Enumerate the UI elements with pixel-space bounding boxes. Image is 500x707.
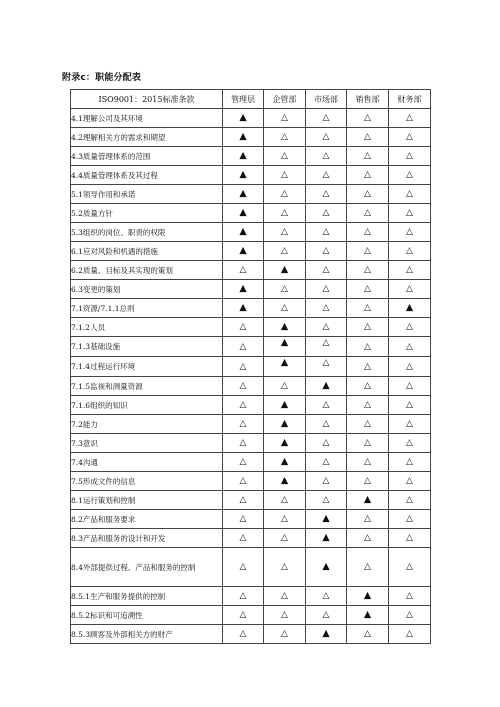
responsible-mark-management: ▲: [223, 204, 264, 223]
related-mark-finance-dept: △: [389, 415, 431, 434]
table-row: [71, 548, 431, 587]
related-mark-enterprise-management-dept: △: [264, 128, 306, 147]
clause-cell: 4.1理解公司及其环境: [71, 109, 223, 128]
responsible-mark-management: ▲: [223, 223, 264, 242]
responsible-mark-marketing-dept: ▲: [306, 625, 347, 644]
related-mark-marketing-dept: △: [306, 318, 347, 337]
related-mark-finance-dept: △: [389, 453, 431, 472]
responsible-mark-enterprise-management-dept: ▲: [264, 337, 306, 357]
table-row: [71, 453, 431, 472]
related-mark-finance-dept: △: [389, 606, 431, 625]
related-mark-management: △: [223, 472, 264, 491]
related-mark-management: △: [223, 587, 264, 606]
clause-cell: 7.4沟通: [71, 453, 223, 472]
related-mark-management: △: [223, 396, 264, 415]
related-mark-enterprise-management-dept: △: [264, 606, 306, 625]
related-mark-marketing-dept: △: [306, 280, 347, 299]
related-mark-sales-dept: △: [347, 261, 389, 280]
responsible-mark-management: ▲: [223, 242, 264, 261]
related-mark-enterprise-management-dept: △: [264, 147, 306, 166]
header-management: 管理层: [223, 90, 264, 109]
related-mark-marketing-dept: △: [306, 204, 347, 223]
related-mark-sales-dept: △: [347, 318, 389, 337]
clause-cell: 8.1运行策划和控制: [71, 491, 223, 510]
responsible-mark-enterprise-management-dept: ▲: [264, 357, 306, 377]
related-mark-finance-dept: △: [389, 223, 431, 242]
related-mark-sales-dept: △: [347, 415, 389, 434]
clause-cell: 8.4外部提供过程、产品和服务的控制: [71, 548, 223, 587]
clause-cell: 7.1.3基础设施: [71, 337, 223, 357]
related-mark-sales-dept: △: [347, 625, 389, 644]
related-mark-sales-dept: △: [347, 242, 389, 261]
related-mark-enterprise-management-dept: △: [264, 185, 306, 204]
clause-cell: 4.4质量管理体系及其过程: [71, 166, 223, 185]
responsible-mark-management: ▲: [223, 185, 264, 204]
related-mark-finance-dept: △: [389, 548, 431, 587]
related-mark-finance-dept: △: [389, 337, 431, 357]
related-mark-management: △: [223, 529, 264, 548]
table-row: [71, 223, 431, 242]
related-mark-finance-dept: △: [389, 377, 431, 396]
table-body: [71, 109, 431, 644]
related-mark-management: △: [223, 357, 264, 377]
related-mark-sales-dept: △: [347, 453, 389, 472]
related-mark-enterprise-management-dept: △: [264, 587, 306, 606]
related-mark-finance-dept: △: [389, 510, 431, 529]
related-mark-management: △: [223, 606, 264, 625]
related-mark-finance-dept: △: [389, 529, 431, 548]
responsible-mark-sales-dept: ▲: [347, 606, 389, 625]
header-finance-dept: 财务部: [389, 90, 431, 109]
clause-cell: 4.2理解相关方的需求和期望: [71, 128, 223, 147]
related-mark-marketing-dept: △: [306, 396, 347, 415]
responsible-mark-management: ▲: [223, 109, 264, 128]
clause-cell: 8.5.3顾客及外部相关方的财产: [71, 625, 223, 644]
related-mark-marketing-dept: △: [306, 587, 347, 606]
table-row: [71, 529, 431, 548]
related-mark-sales-dept: △: [347, 337, 389, 357]
table-row: [71, 415, 431, 434]
table-row: [71, 337, 431, 357]
related-mark-sales-dept: △: [347, 185, 389, 204]
clause-cell: 4.3质量管理体系的范围: [71, 147, 223, 166]
responsible-mark-enterprise-management-dept: ▲: [264, 318, 306, 337]
table-row: [71, 147, 431, 166]
page-heading: 附录c：职能分配表: [62, 73, 142, 83]
related-mark-marketing-dept: △: [306, 415, 347, 434]
table-row: [71, 606, 431, 625]
related-mark-management: △: [223, 434, 264, 453]
related-mark-marketing-dept: △: [306, 491, 347, 510]
related-mark-finance-dept: △: [389, 147, 431, 166]
related-mark-finance-dept: △: [389, 166, 431, 185]
table-row: [71, 396, 431, 415]
clause-cell: 6.3变更的策划: [71, 280, 223, 299]
related-mark-marketing-dept: △: [306, 185, 347, 204]
related-mark-finance-dept: △: [389, 242, 431, 261]
clause-cell: 7.5形成文件的信息: [71, 472, 223, 491]
clause-cell: 7.1.4过程运行环境: [71, 357, 223, 377]
responsible-mark-sales-dept: ▲: [347, 491, 389, 510]
responsible-mark-management: ▲: [223, 280, 264, 299]
table-row: [71, 185, 431, 204]
related-mark-enterprise-management-dept: △: [264, 548, 306, 587]
related-mark-marketing-dept: △: [306, 299, 347, 318]
responsible-mark-finance-dept: ▲: [389, 299, 431, 318]
responsible-mark-marketing-dept: ▲: [306, 529, 347, 548]
related-mark-enterprise-management-dept: △: [264, 377, 306, 396]
table-row: [71, 128, 431, 147]
related-mark-sales-dept: △: [347, 109, 389, 128]
responsible-mark-sales-dept: ▲: [347, 587, 389, 606]
responsible-mark-marketing-dept: ▲: [306, 510, 347, 529]
related-mark-enterprise-management-dept: △: [264, 280, 306, 299]
related-mark-sales-dept: △: [347, 357, 389, 377]
related-mark-sales-dept: △: [347, 128, 389, 147]
clause-cell: 5.1领导作用和承诺: [71, 185, 223, 204]
related-mark-marketing-dept: △: [306, 223, 347, 242]
related-mark-enterprise-management-dept: △: [264, 223, 306, 242]
related-mark-finance-dept: △: [389, 185, 431, 204]
related-mark-sales-dept: △: [347, 299, 389, 318]
responsible-mark-marketing-dept: ▲: [306, 377, 347, 396]
related-mark-finance-dept: △: [389, 625, 431, 644]
related-mark-finance-dept: △: [389, 280, 431, 299]
related-mark-marketing-dept: △: [306, 453, 347, 472]
related-mark-finance-dept: △: [389, 318, 431, 337]
responsible-mark-management: ▲: [223, 147, 264, 166]
related-mark-marketing-dept: △: [306, 109, 347, 128]
related-mark-finance-dept: △: [389, 491, 431, 510]
table-row: [71, 377, 431, 396]
clause-cell: 8.5.2标识和可追溯性: [71, 606, 223, 625]
clause-cell: 7.2能力: [71, 415, 223, 434]
related-mark-sales-dept: △: [347, 472, 389, 491]
related-mark-management: △: [223, 491, 264, 510]
table-row: [71, 299, 431, 318]
related-mark-marketing-dept: △: [306, 166, 347, 185]
table-row: [71, 261, 431, 280]
table-row: [71, 587, 431, 606]
table-row: [71, 166, 431, 185]
clause-cell: 7.1.6组织的知识: [71, 396, 223, 415]
table-row: [71, 280, 431, 299]
related-mark-sales-dept: △: [347, 204, 389, 223]
related-mark-finance-dept: △: [389, 128, 431, 147]
related-mark-management: △: [223, 548, 264, 587]
related-mark-marketing-dept: △: [306, 242, 347, 261]
related-mark-sales-dept: △: [347, 377, 389, 396]
table-row: [71, 204, 431, 223]
related-mark-marketing-dept: △: [306, 261, 347, 280]
header-enterprise-management-dept: 企管部: [264, 90, 306, 109]
related-mark-enterprise-management-dept: △: [264, 529, 306, 548]
table-row: [71, 318, 431, 337]
related-mark-enterprise-management-dept: △: [264, 491, 306, 510]
related-mark-enterprise-management-dept: △: [264, 242, 306, 261]
related-mark-finance-dept: △: [389, 109, 431, 128]
responsible-mark-enterprise-management-dept: ▲: [264, 415, 306, 434]
table-row: [71, 625, 431, 644]
header-sales-dept: 销售部: [347, 90, 389, 109]
clause-cell: 5.3组织的岗位、职责的权限: [71, 223, 223, 242]
related-mark-sales-dept: △: [347, 223, 389, 242]
clause-cell: 7.1资源/7.1.1总则: [71, 299, 223, 318]
clause-cell: 8.3产品和服务的设计和开发: [71, 529, 223, 548]
responsible-mark-management: ▲: [223, 166, 264, 185]
related-mark-management: △: [223, 318, 264, 337]
clause-cell: 7.1.2人员: [71, 318, 223, 337]
responsible-mark-enterprise-management-dept: ▲: [264, 453, 306, 472]
related-mark-enterprise-management-dept: △: [264, 510, 306, 529]
related-mark-management: △: [223, 337, 264, 357]
related-mark-marketing-dept: △: [306, 128, 347, 147]
table-row: [71, 109, 431, 128]
table-row: [71, 491, 431, 510]
related-mark-sales-dept: △: [347, 147, 389, 166]
related-mark-management: △: [223, 261, 264, 280]
table-row: [71, 357, 431, 377]
related-mark-management: △: [223, 415, 264, 434]
related-mark-finance-dept: △: [389, 357, 431, 377]
related-mark-marketing-dept: △: [306, 606, 347, 625]
clause-cell: 8.5.1生产和服务提供的控制: [71, 587, 223, 606]
related-mark-enterprise-management-dept: △: [264, 625, 306, 644]
responsible-mark-management: ▲: [223, 128, 264, 147]
related-mark-enterprise-management-dept: △: [264, 166, 306, 185]
related-mark-marketing-dept: △: [306, 472, 347, 491]
related-mark-sales-dept: △: [347, 166, 389, 185]
related-mark-finance-dept: △: [389, 434, 431, 453]
clause-cell: 7.3意识: [71, 434, 223, 453]
clause-cell: 7.1.5监视和测量资源: [71, 377, 223, 396]
clause-cell: 6.2质量、目标及其实现的策划: [71, 261, 223, 280]
related-mark-management: △: [223, 453, 264, 472]
related-mark-sales-dept: △: [347, 396, 389, 415]
related-mark-finance-dept: △: [389, 472, 431, 491]
related-mark-finance-dept: △: [389, 204, 431, 223]
related-mark-sales-dept: △: [347, 280, 389, 299]
table-row: [71, 510, 431, 529]
related-mark-enterprise-management-dept: △: [264, 204, 306, 223]
related-mark-sales-dept: △: [347, 529, 389, 548]
related-mark-sales-dept: △: [347, 548, 389, 587]
responsible-mark-marketing-dept: ▲: [306, 548, 347, 587]
related-mark-marketing-dept: △: [306, 337, 347, 357]
header-marketing-dept: 市场部: [306, 90, 347, 109]
clause-cell: 5.2质量方针: [71, 204, 223, 223]
responsible-mark-management: ▲: [223, 299, 264, 318]
related-mark-finance-dept: △: [389, 587, 431, 606]
table-row: [71, 434, 431, 453]
table-row: [71, 472, 431, 491]
related-mark-management: △: [223, 625, 264, 644]
related-mark-sales-dept: △: [347, 510, 389, 529]
clause-cell: 6.1应对风险和机遇的措施: [71, 242, 223, 261]
responsible-mark-enterprise-management-dept: ▲: [264, 396, 306, 415]
responsible-mark-enterprise-management-dept: ▲: [264, 434, 306, 453]
related-mark-finance-dept: △: [389, 396, 431, 415]
related-mark-sales-dept: △: [347, 434, 389, 453]
related-mark-management: △: [223, 377, 264, 396]
related-mark-finance-dept: △: [389, 261, 431, 280]
clause-cell: 8.2产品和服务要求: [71, 510, 223, 529]
header-standard-clause: ISO9001：2015标准条款: [71, 90, 223, 109]
related-mark-marketing-dept: △: [306, 434, 347, 453]
related-mark-marketing-dept: △: [306, 357, 347, 377]
related-mark-enterprise-management-dept: △: [264, 299, 306, 318]
function-allocation-table: [70, 89, 431, 644]
responsible-mark-enterprise-management-dept: ▲: [264, 472, 306, 491]
related-mark-enterprise-management-dept: △: [264, 109, 306, 128]
table-header-row: [71, 90, 431, 109]
related-mark-marketing-dept: △: [306, 147, 347, 166]
related-mark-management: △: [223, 510, 264, 529]
responsible-mark-enterprise-management-dept: ▲: [264, 261, 306, 280]
table-row: [71, 242, 431, 261]
